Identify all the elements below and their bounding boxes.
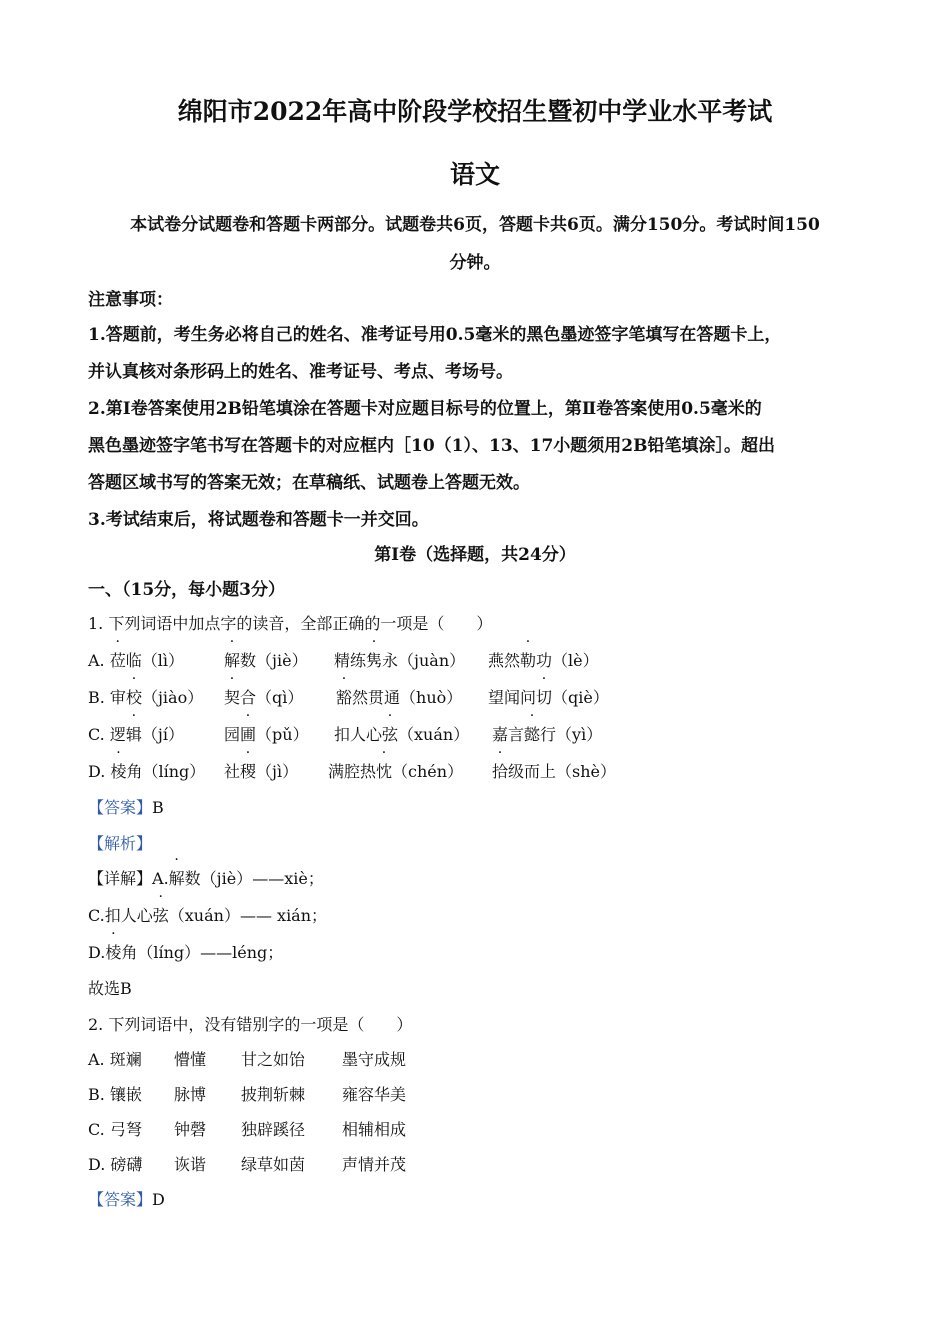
text-fragment: 望闻问 [488, 688, 537, 707]
q2-option-c-1: C. 弓弩 [88, 1120, 142, 1139]
intro-line-2: 分钟。 [449, 253, 501, 273]
text-fragment: C. 逻 [88, 725, 126, 744]
text-fragment: 行（yì） [540, 725, 603, 744]
q1-option-d-2 [224, 759, 298, 782]
q2-option-b-1: B. 镶嵌 [88, 1085, 142, 1104]
dotted-char: 忱 [376, 762, 393, 781]
q2-option-d-3: 绿草如茵 [241, 1155, 306, 1174]
dotted-char: 契 [224, 688, 241, 707]
note-3: 3.考试结束后，将试题卷和答题卡一并交回。 [88, 510, 429, 530]
answer-tag: 【答案】 [88, 798, 153, 817]
q1-option-a-4 [488, 648, 599, 671]
dotted-char: 勒 [520, 651, 537, 670]
text-fragment: 嘉言 [492, 725, 525, 744]
dotted-char: 弦 [382, 725, 399, 744]
q1-option-d-4 [492, 759, 616, 782]
q1-conclusion: 故选B [88, 979, 132, 998]
text-fragment: 角（líng）——léng； [121, 943, 284, 962]
exam-title: 绵阳市2022年高中阶段学校招生暨初中学业水平考试 [177, 97, 773, 126]
dotted-char: 莅 [109, 651, 126, 670]
text-fragment: （xuán） [398, 725, 470, 744]
text-fragment: A. [88, 651, 110, 670]
note-1b: 并认真核对条形码上的姓名、准考证号、考点、考场号。 [88, 362, 513, 382]
dotted-char: 豁 [336, 688, 353, 707]
dotted-char: 棱 [110, 762, 127, 781]
note-2a: 2.第Ⅰ卷答案使用2B铅笔填涂在答题卡对应题目标号的位置上，第Ⅱ卷答案使用0.5毫米的 [88, 399, 762, 419]
answer-value: D [152, 1190, 165, 1209]
q1-option-c-2 [224, 722, 309, 745]
text-fragment: D. [88, 762, 111, 781]
dotted-char: 稷 [240, 762, 257, 781]
text-fragment: 数（jiè） [240, 651, 308, 670]
dotted-char: 辑 [125, 725, 142, 744]
q2-option-d-4: 声情并茂 [342, 1155, 407, 1174]
dotted-char: 解 [224, 651, 241, 670]
dotted-char: 隽 [366, 651, 383, 670]
text-fragment: 燕然 [488, 651, 521, 670]
text-fragment: 社 [224, 762, 241, 781]
note-2b: 黑色墨迹签字笔书写在答题卡的对应框内［10（1）、13、17小题须用2B铅笔填涂］。超出 [88, 436, 775, 456]
text-fragment: 扣人心 [334, 725, 383, 744]
q1-option-b-4 [488, 685, 609, 708]
q2-option-a-2: 懵懂 [174, 1050, 207, 1069]
text-fragment: （chén） [392, 762, 464, 781]
section-heading: 第Ⅰ卷（选择题，共24分） [374, 545, 576, 565]
text-fragment: C.扣人心 [88, 906, 153, 925]
dotted-char: 解 [168, 869, 185, 888]
dotted-char: 懿 [524, 725, 541, 744]
q2-option-c-4: 相辅相成 [342, 1120, 407, 1139]
q1-detail-1 [88, 866, 324, 889]
text-fragment: 角（líng） [126, 762, 206, 781]
q2-option-d-1: D. 磅礴 [88, 1155, 143, 1174]
q1-option-b-2 [224, 685, 303, 708]
text-fragment: （jì） [256, 762, 299, 781]
text-fragment: （xuán）—— xián； [168, 906, 328, 925]
q1-option-c-1 [88, 722, 184, 745]
text-fragment: 满腔热 [328, 762, 377, 781]
q2-option-b-2: 脉博 [174, 1085, 207, 1104]
q2-answer [88, 1187, 165, 1210]
text-fragment: 临（lì） [125, 651, 184, 670]
text-fragment: 【详解】 [88, 869, 153, 888]
part-heading: 一、（15分，每小题3分） [88, 580, 285, 600]
note-2c: 答题区域书写的答案无效；在草稿纸、试题卷上答题无效。 [88, 473, 530, 493]
text-fragment: B. 审 [88, 688, 126, 707]
q1-option-c-3 [334, 722, 469, 745]
q2-option-c-3: 独辟蹊径 [241, 1120, 306, 1139]
q2-option-c-2: 钟磬 [174, 1120, 207, 1139]
intro-line-1: 本试卷分试题卷和答题卡两部分。试题卷共6页，答题卡共6页。满分150分。考试时间150 [130, 215, 820, 235]
q1-option-c-4 [492, 722, 602, 745]
q1-stem: 1. 下列词语中加点字的读音，全部正确的一项是（ ） [88, 614, 493, 633]
text-fragment: （jiào） [141, 688, 204, 707]
dotted-char: 棱 [105, 943, 122, 962]
q1-option-a-3 [334, 648, 465, 671]
q1-option-a-2 [224, 648, 308, 671]
q2-stem: 2. 下列词语中，没有错别字的一项是（ ） [88, 1015, 413, 1034]
q1-option-b-3 [336, 685, 462, 708]
q1-answer [88, 795, 164, 818]
note-1a: 1.答题前，考生务必将自己的姓名、准考证号用0.5毫米的黑色墨迹签字笔填写在答题卡上， [88, 325, 782, 345]
q1-option-d-3 [328, 759, 463, 782]
q2-option-d-2: 诙谐 [174, 1155, 207, 1174]
q1-analysis-tag: 【解析】 [88, 834, 153, 853]
dotted-char: 弦 [152, 906, 169, 925]
text-fragment: D. [88, 943, 106, 962]
text-fragment: 然贯通（huò） [352, 688, 463, 707]
text-fragment: （pǔ） [256, 725, 309, 744]
subject-title: 语文 [449, 160, 500, 189]
dotted-char: 校 [125, 688, 142, 707]
notes-heading: 注意事项： [88, 290, 173, 310]
answer-tag: 【答案】 [88, 1190, 153, 1209]
dotted-char: 切 [536, 688, 553, 707]
q2-option-b-4: 雍容华美 [342, 1085, 407, 1104]
text-fragment: 园 [224, 725, 241, 744]
answer-value: B [152, 798, 164, 817]
q1-detail-3 [88, 940, 283, 963]
text-fragment: 数（jiè）——xiè； [184, 869, 324, 888]
q2-option-a-3: 甘之如饴 [241, 1050, 306, 1069]
q1-option-d-1 [88, 759, 205, 782]
text-fragment: （qiè） [552, 688, 609, 707]
dotted-char: 圃 [240, 725, 257, 744]
text-fragment: 精练 [334, 651, 367, 670]
text-fragment: 功（lè） [536, 651, 599, 670]
q1-option-b-1 [88, 685, 203, 708]
text-fragment: 级而上（shè） [508, 762, 617, 781]
text-fragment: A. [152, 869, 169, 888]
dotted-char: 拾 [492, 762, 509, 781]
text-fragment: 合（qì） [240, 688, 304, 707]
q1-option-a-1 [88, 648, 184, 671]
text-fragment: 永（juàn） [382, 651, 466, 670]
text-fragment: （jí） [141, 725, 184, 744]
q2-option-b-3: 披荆斩棘 [241, 1085, 306, 1104]
q2-option-a-4: 墨守成规 [342, 1050, 407, 1069]
q2-option-a-1: A. 斑斓 [88, 1050, 142, 1069]
q1-detail-2 [88, 903, 327, 926]
